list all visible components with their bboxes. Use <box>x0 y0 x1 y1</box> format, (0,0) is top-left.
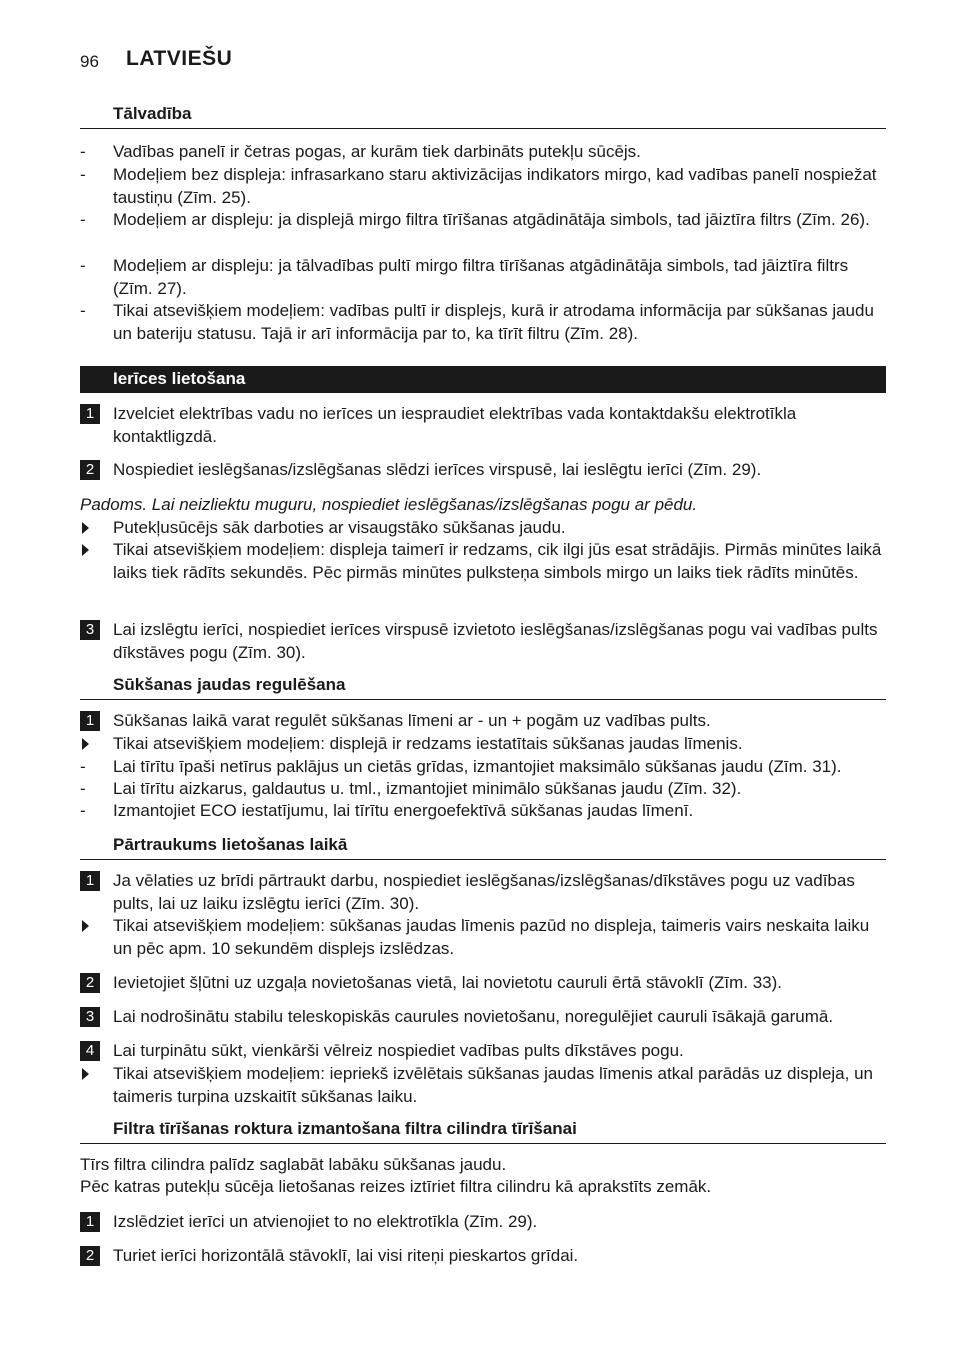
step-number: 1 <box>80 711 100 731</box>
step-item <box>80 1040 892 1063</box>
language-heading: LATVIEŠU <box>126 47 233 70</box>
list-item-text: Tikai atsevišķiem modeļiem: vadības pultī ir displejs, kurā ir atrodama informācija par sūkšanas jaudu un bateriju statusu. Tajā ir arī informācija par to, ka tīrīt filtru (Zīm. 28). <box>113 301 874 343</box>
step-text: Nospiediet ieslēgšanas/izslēgšanas slēdzi ierīces virspusē, lai ieslēgtu ierīci (Zīm. 29). <box>113 460 762 479</box>
arrow-bullet-icon <box>82 544 89 556</box>
list-item <box>80 756 892 779</box>
section-title: Pārtraukums lietošanas laikā <box>113 834 348 854</box>
result-item <box>80 915 892 960</box>
arrow-bullet-icon <box>82 920 89 932</box>
section-title: Ierīces lietošana <box>113 369 246 388</box>
list-item <box>80 141 892 164</box>
list-item <box>80 255 892 300</box>
result-text: Tikai atsevišķiem modeļiem: sūkšanas jaudas līmenis pazūd no displeja, taimeris vairs neskaita laiku un pēc apm. 10 sekundēm displejs izslēdzas. <box>113 916 870 958</box>
step-text: Lai turpinātu sūkt, vienkārši vēlreiz nospiediet vadības pults dīkstāves pogu. <box>113 1041 684 1060</box>
result-item <box>80 1063 892 1108</box>
section-title: Tālvadība <box>113 103 192 123</box>
step-number: 2 <box>80 460 100 480</box>
step-number: 3 <box>80 620 100 640</box>
list-item-text: Lai tīrītu īpaši netīrus paklājus un cietās grīdas, izmantojiet maksimālo sūkšanas jaudu (Zīm. 31). <box>113 757 842 776</box>
step-item <box>80 459 892 482</box>
step-number: 1 <box>80 1212 100 1232</box>
list-item-text: Modeļiem ar displeju: ja displejā mirgo filtra tīrīšanas atgādinātāja simbols, tad jāiztīra filtrs (Zīm. 26). <box>113 210 870 229</box>
list-item <box>80 300 892 345</box>
step-item <box>80 972 892 995</box>
step-number: 1 <box>80 404 100 424</box>
arrow-bullet-icon <box>82 1068 89 1080</box>
dash-marker: - <box>80 210 86 229</box>
step-number: 3 <box>80 1007 100 1027</box>
section-heading-use <box>80 366 886 393</box>
step-item <box>80 870 892 915</box>
list-item <box>80 800 892 823</box>
step-text: Ja vēlaties uz brīdi pārtraukt darbu, nospiediet ieslēgšanas/izslēgšanas/dīkstāves pogu uz vadības pults, lai uz laiku izslēgtu ierīci (Zīm. 30). <box>113 871 855 913</box>
list-item-text: Modeļiem ar displeju: ja tālvadības pultī mirgo filtra tīrīšanas atgādinātāja simbols, tad jāiztīra filtrs (Zīm. 27). <box>113 256 849 298</box>
step-item <box>80 1006 892 1029</box>
list-item <box>80 778 892 801</box>
step-text: Ievietojiet šļūtni uz uzgaļa novietošanas vietā, lai novietotu cauruli ērtā stāvoklī (Zīm. 33). <box>113 973 783 992</box>
list-item-text: Modeļiem bez displeja: infrasarkano staru aktivizācijas indikators mirgo, kad vadības panelī nospiežat taustiņu (Zīm. 25). <box>113 165 877 207</box>
result-text: Tikai atsevišķiem modeļiem: displeja taimerī ir redzams, cik ilgi jūs esat strādājis. Pirmās minūtes laikā laiks tiek rādīts sekundēs. Pēc pirmās minūtes pulksteņa simbols mirgo un laiks tiek rādīts minūtēs. <box>113 540 882 582</box>
dash-marker: - <box>80 801 86 820</box>
step-number: 1 <box>80 871 100 891</box>
result-text: Putekļusūcējs sāk darboties ar visaugstāko sūkšanas jaudu. <box>113 518 566 537</box>
step-text: Turiet ierīci horizontālā stāvoklī, lai visi riteņi pieskartos grīdai. <box>113 1246 579 1265</box>
result-item <box>80 539 892 584</box>
step-text: Lai izslēgtu ierīci, nospiediet ierīces virspusē izvietoto ieslēgšanas/izslēgšanas pogu vai vadības pults dīkstāves pogu (Zīm. 30). <box>113 620 878 662</box>
result-item <box>80 733 892 756</box>
arrow-bullet-icon <box>82 738 89 750</box>
intro-text: Pēc katras putekļu sūcēja lietošanas reizes iztīriet filtra cilindru kā aprakstīts zemāk. <box>80 1177 712 1196</box>
section-title: Sūkšanas jaudas regulēšana <box>113 674 346 694</box>
step-item <box>80 1211 892 1234</box>
step-item <box>80 710 892 733</box>
step-number: 2 <box>80 1246 100 1266</box>
list-item <box>80 209 892 232</box>
page-number: 96 <box>80 52 99 71</box>
section-heading-remote <box>80 104 886 129</box>
step-text: Izslēdziet ierīci un atvienojiet to no elektrotīkla (Zīm. 29). <box>113 1212 538 1231</box>
intro-text: Tīrs filtra cilindra palīdz saglabāt labāku sūkšanas jaudu. <box>80 1155 507 1174</box>
result-text: Tikai atsevišķiem modeļiem: iepriekš izvēlētais sūkšanas jaudas līmenis atkal parādās uz displeja, un taimeris turpina uzskaitīt sūkšanas laiku. <box>113 1064 873 1106</box>
list-item <box>80 164 892 209</box>
step-number: 4 <box>80 1041 100 1061</box>
list-item-text: Lai tīrītu aizkarus, galdautus u. tml., izmantojiet minimālo sūkšanas jaudu (Zīm. 32). <box>113 779 742 798</box>
section-title: Filtra tīrīšanas roktura izmantošana filtra cilindra tīrīšanai <box>113 1118 577 1138</box>
section-heading-pause <box>80 835 886 860</box>
step-text: Izvelciet elektrības vadu no ierīces un iespraudiet elektrības vada kontaktdakšu elektrotīkla kontaktligzdā. <box>113 404 797 446</box>
step-number: 2 <box>80 973 100 993</box>
step-item <box>80 403 892 448</box>
dash-marker: - <box>80 256 86 275</box>
step-item <box>80 1245 892 1268</box>
step-text: Lai nodrošinātu stabilu teleskopiskās caurules novietošanu, noregulējiet cauruli īsākajā garumā. <box>113 1007 834 1026</box>
step-text: Sūkšanas laikā varat regulēt sūkšanas līmeni ar - un + pogām uz vadības pults. <box>113 711 711 730</box>
list-item-text: Izmantojiet ECO iestatījumu, lai tīrītu energoefektīvā sūkšanas jaudas līmenī. <box>113 801 694 820</box>
tip-text: Padoms. Lai neizliektu muguru, nospiediet ieslēgšanas/izslēgšanas pogu ar pēdu. <box>80 495 698 514</box>
result-item <box>80 517 892 540</box>
dash-marker: - <box>80 757 86 776</box>
step-item <box>80 619 892 664</box>
section-heading-filter <box>80 1119 886 1144</box>
section-heading-suction <box>80 675 886 700</box>
arrow-bullet-icon <box>82 522 89 534</box>
dash-marker: - <box>80 165 86 184</box>
dash-marker: - <box>80 779 86 798</box>
dash-marker: - <box>80 142 86 161</box>
result-text: Tikai atsevišķiem modeļiem: displejā ir redzams iestatītais sūkšanas jaudas līmenis. <box>113 734 743 753</box>
dash-marker: - <box>80 301 86 320</box>
list-item-text: Vadības panelī ir četras pogas, ar kurām tiek darbināts putekļu sūcējs. <box>113 142 641 161</box>
